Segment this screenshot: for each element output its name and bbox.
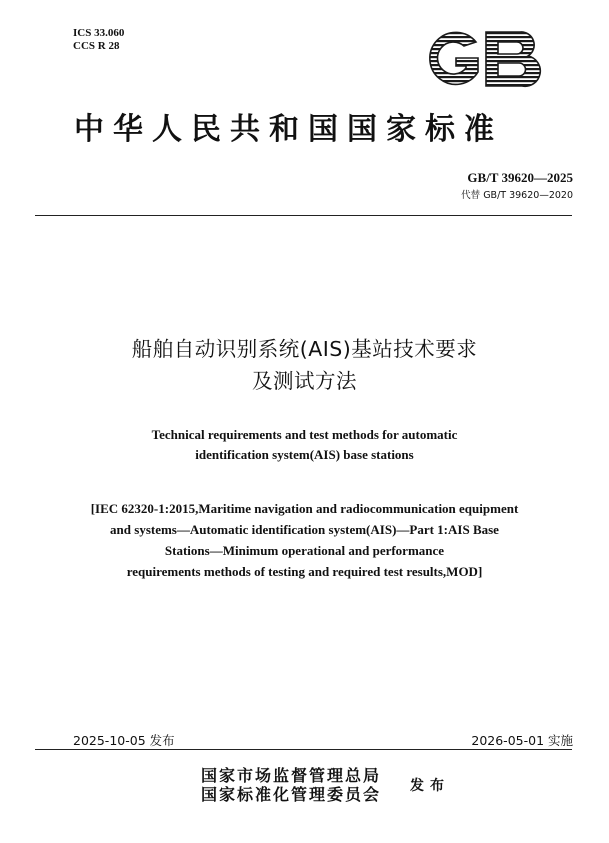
standard-number: GB/T 39620—2025 bbox=[467, 170, 573, 185]
gb-logo bbox=[420, 28, 544, 90]
issued-label: 发布 bbox=[410, 778, 450, 794]
adoption-note-line1: [IEC 62320-1:2015,Maritime navigation and radiocommunication equipment bbox=[90, 501, 519, 516]
ics-code: ICS 33.060 bbox=[73, 27, 125, 39]
footer-divider bbox=[35, 749, 572, 750]
replaces-standard: 代替 GB/T 39620—2020 bbox=[461, 190, 573, 201]
ccs-code: CCS R 28 bbox=[73, 40, 120, 52]
implementation-date: 2026-05-01 实施 bbox=[471, 733, 573, 748]
issuer-samr: 国家市场监督管理总局 bbox=[201, 766, 382, 785]
issuer-sac: 国家标准化管理委员会 bbox=[201, 785, 382, 804]
english-title-line1: Technical requirements and test methods for automatic bbox=[151, 427, 458, 442]
chinese-title-line2: 及测试方法 bbox=[252, 369, 357, 393]
national-standard-title: 中华人民共和国国家标准 bbox=[74, 112, 503, 147]
issue-date: 2025-10-05 发布 bbox=[73, 733, 175, 748]
header-divider bbox=[35, 215, 572, 216]
adoption-note-line4: requirements methods of testing and required test results,MOD] bbox=[126, 564, 483, 579]
adoption-note-line2: and systems—Automatic identification system(AIS)—Part 1:AIS Base bbox=[110, 522, 499, 537]
adoption-note-line3: Stations—Minimum operational and performance bbox=[164, 543, 445, 558]
chinese-title-line1: 船舶自动识别系统(AIS)基站技术要求 bbox=[131, 337, 478, 361]
gb-logo-text: GB bbox=[420, 28, 422, 29]
english-title-line2: identification system(AIS) base stations bbox=[195, 447, 414, 462]
